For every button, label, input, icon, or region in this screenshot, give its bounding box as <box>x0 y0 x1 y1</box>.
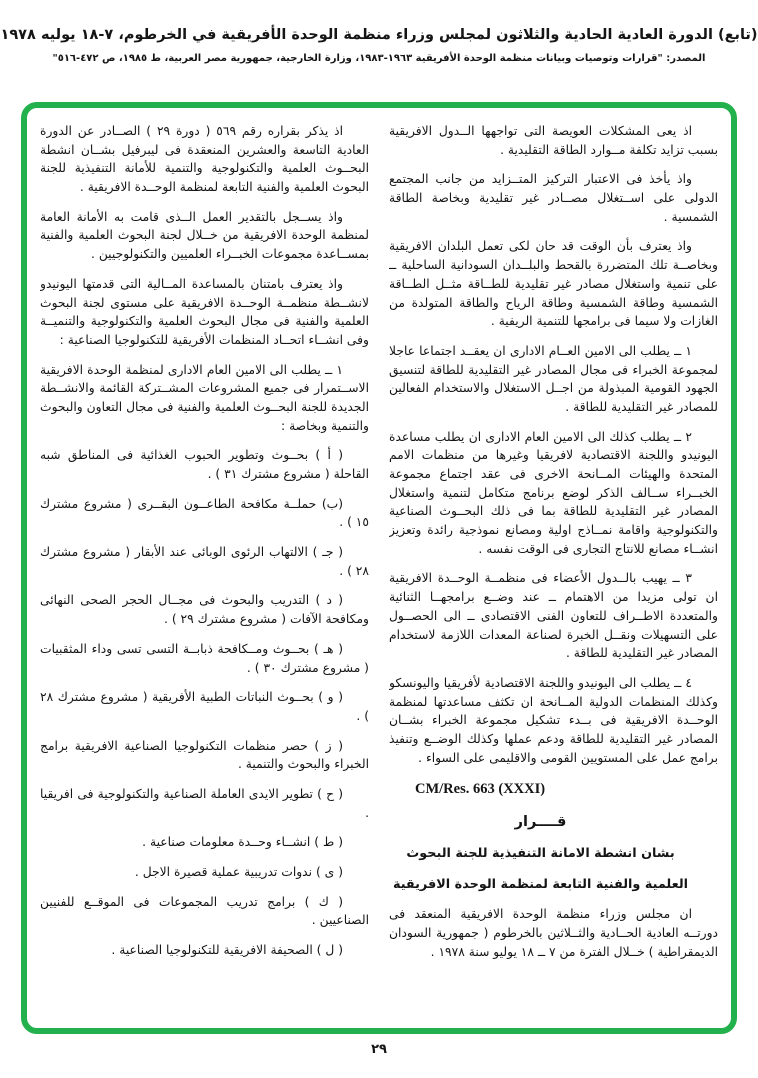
list-item-z: ( ز ) حصر منظمات التكنولوجيا الصناعية الافريقية برامج الخبراء والبحوث والتنمية . <box>40 738 369 772</box>
page-number: ٢٩ <box>371 1042 387 1057</box>
two-column-layout <box>40 122 718 1018</box>
list-item-y: ( ى ) ندوات تدريبية عملية قصيرة الاجل . <box>134 865 343 879</box>
preamble-paragraph: واذ يأخذ فى الاعتبار التركيز المتــزايد من جانب المجتمع الدولى على اســتغلال مصــادر غير تقليدية وبخاصة الطاقة الشمسية . <box>389 172 718 224</box>
list-item-h: ( هـ ) بحــوث ومــكافحة ذبابــة التسى تسى وداء المثقبيات ( مشروع مشترك ٣٠ ) . <box>40 641 369 675</box>
list-item-t: ( ط ) انشــاء وحــدة معلومات صناعية . <box>142 835 343 850</box>
operative-paragraph-1: ١ ــ يطلب الى الامين العــام الادارى ان يعقــد اجتماعا عاجلا لمجموعة الخبراء فى مجال المصادر غير التقليدية للطاقة لتنسيق الجهود القومية المبذولة من اجــل الاستغلال والاستخدام الفعالين للمصادر غير التقليدية للطاقة . <box>389 343 718 414</box>
operative-paragraph-3: ٣ ــ يهيب بالــدول الأعضاء فى منظمــة الوحــدة الافريقية ان تولى مزيدا من الاهتمام ــ عند وضــع برامجهــا الثنائية والمتعددة الاطــراف للتعاون الفنى الاقتصادى ــ الى الحصــول على التسهيلات ونقــل الخبرة لصناعة المعدات اللازمة لاستخدام المصادر غير التقليدية للطاقة . <box>389 571 718 661</box>
left-column <box>40 122 369 1018</box>
resolution-reference: CM/Res. 663 (XXXI) <box>415 781 546 798</box>
green-bordered-document-box <box>21 102 737 1034</box>
preamble-paragraph: اذ يذكر بقراره رقم ٥٦٩ ( دورة ٢٩ ) الصــادر عن الدورة العادية التاسعة والعشرين المنعقدة فى ليبرفيل بشــان انشطة البحــوث العلمية والتكنولوجية والتنمية للأمانة التنفيذية للجنة البحوث العلمية والفنية التابعة لمنظمة الوحــدة الافريقية . <box>40 124 369 195</box>
list-item-b: (ب) حملــة مكافحة الطاعــون البقــرى ( مشروع مشترك ١٥ ) . <box>40 496 369 530</box>
preamble-paragraph: اذ يعى المشكلات العويصة التى تواجهها الــدول الافريقية بسبب تزايد تكلفة مــوارد الطاقة التقليدية . <box>389 124 718 157</box>
list-item-a: ( أ ) بحــوث وتطوير الحبوب الغذائية فى المناطق شبه القاحلة ( مشروع مشترك ٣١ ) . <box>40 448 369 481</box>
resolution-subtitle-line2: العلمية والفنية التابعة لمنظمة الوحدة الافريقية <box>392 876 689 892</box>
list-item-w: ( و ) بحــوث النباتات الطبية الأفريقية ( مشروع مشترك ٢٨ ) . <box>40 690 369 723</box>
list-item-hh: ( ح ) تطوير الايدى العاملة الصناعية والتكنولوجية فى افريقيا . <box>40 786 369 820</box>
operative-paragraph-1: ١ ــ يطلب الى الامين العام الادارى لمنظمة الوحدة الافريقية الاســتمرار فى جميع المشروعات المشــتركة القائمة والانشــطة الجديدة للجنة البحــوث العلمية والفنية فى مجال التعاون والبحوث والتنمية وبخاصة : <box>40 362 369 433</box>
resolution-subtitle-line1: بشان انشطة الامانة التنفيذية للجنة البحوث <box>406 846 675 862</box>
preamble-paragraph: واذ يعترف بأن الوقت قد حان لكى تعمل البلدان الافريقية وبخاصــة تلك المتضررة بالقحط والبلــدان السودانية الساحلية ــ على تنمية واستغلال مصادر غير تقليدية للطــاقة مثــل الطــاقة الشمسية وطاقة الشمسية وطاقة الرياح والطاقة المتولدة من الغازات ولا سيما فى برامجها للتنمية الريفية . <box>389 239 718 329</box>
list-item-l: ( ل ) الصحيفة الافريقية للتكنولوجيا الصناعية . <box>111 943 343 958</box>
page-header <box>0 0 758 64</box>
list-item-d: ( د ) التدريب والبحوث فى مجــال الحجر الصحى النهائى ومكافحة الآفات ( مشروع مشترك ٢٩ ) . <box>40 593 369 627</box>
source-citation: المصدر: "قرارات وتوصيات وبيانات منظمة الوحدة الأفريقية ١٩٦٣-١٩٨٣، وزارة الخارجية، جمهورية مصر العربية، ط ١٩٨٥، ص ٤٧٢-٥١٦" <box>52 53 706 64</box>
session-title: (تابع) الدورة العادية الحادية والثلاثون لمجلس وزراء منظمة الوحدة الأفريقية في الخرطوم، ٧-١٨ يوليه ١٩٧٨ <box>0 27 758 43</box>
list-item-k: ( ك ) برامج تدريب المجموعات فى الموقــع للفنيين الصناعيين . <box>40 894 369 928</box>
closing-paragraph: ان مجلس وزراء منظمة الوحدة الافريقية المنعقد فى دورتــه العادية الحــادية والثــلاثين بالخرطوم ( جمهورية السودان الديمقراطية ) خــلال الفترة من ٧ ــ ١٨ يوليو سنة ١٩٧٨ . <box>389 907 718 959</box>
list-item-j: ( جـ ) الالتهاب الرئوى الوبائى عند الأبقار ( مشروع مشترك ٢٨ ) . <box>40 545 369 578</box>
operative-paragraph-2: ٢ ــ يطلب كذلك الى الامين العام الادارى ان يطلب مساعدة اليونيدو واللجنة الاقتصادية لافريقيا وغيرها من منظمات الامم المتحدة والهيئات المــانحة الاخرى فى عقد اجتماع مجموعة الخبــراء ســالف الذكر لوضع برنامج متكامل لتنمية واستغلال المصادر غير التقليدية للطاقة بما فى ذلك البحــوث الصناعية والتكنولوجية واقامة نمــاذج اولية ومصانع نموذجية رائدة وتعزيز انشــاء مصانع للانتاج التجارى فى الوقت نفسه . <box>389 429 718 556</box>
preamble-paragraph: واذ يســجل بالتقدير العمل الــذى قامت به الأمانة العامة لمنظمة الوحدة الافريقية من خــلال لجنة البحوث العلمية والفنية بمســاعدة مجموعات الخبــراء العلميين والتكنولوجيين . <box>40 209 369 262</box>
operative-paragraph-4: ٤ ــ يطلب الى اليونيدو واللجنة الاقتصادية لأفريقيا واليونسكو وكذلك المنظمات الدولية المــانحة ان تكثف مساعدتها لمنظمة الوحــدة الافريقية فى بــدء تشكيل مجموعة الخبراء بشــان المصادر غير التقليدية للطاقة ودعم عملها وكذلك الوضــع وتنفيذ برامج عمل على المستويين القومى والاقليمى على السواء . <box>389 675 718 765</box>
preamble-paragraph: واذ يعترف بامتنان بالمساعدة المــالية التى قدمتها اليونيدو لانشــطة منظمــة الوحــدة الافريقية على مستوى لجنة البحوث العلمية والفنية فى مجال البحوث العلمية والتكنولوجية والتنميــة وفى انشــاء اتحــاد المنظمات الأفريقية للتكنولوجيا الصناعية : <box>40 276 369 347</box>
resolution-title: قــــرار <box>514 814 567 831</box>
right-column <box>389 122 718 1018</box>
